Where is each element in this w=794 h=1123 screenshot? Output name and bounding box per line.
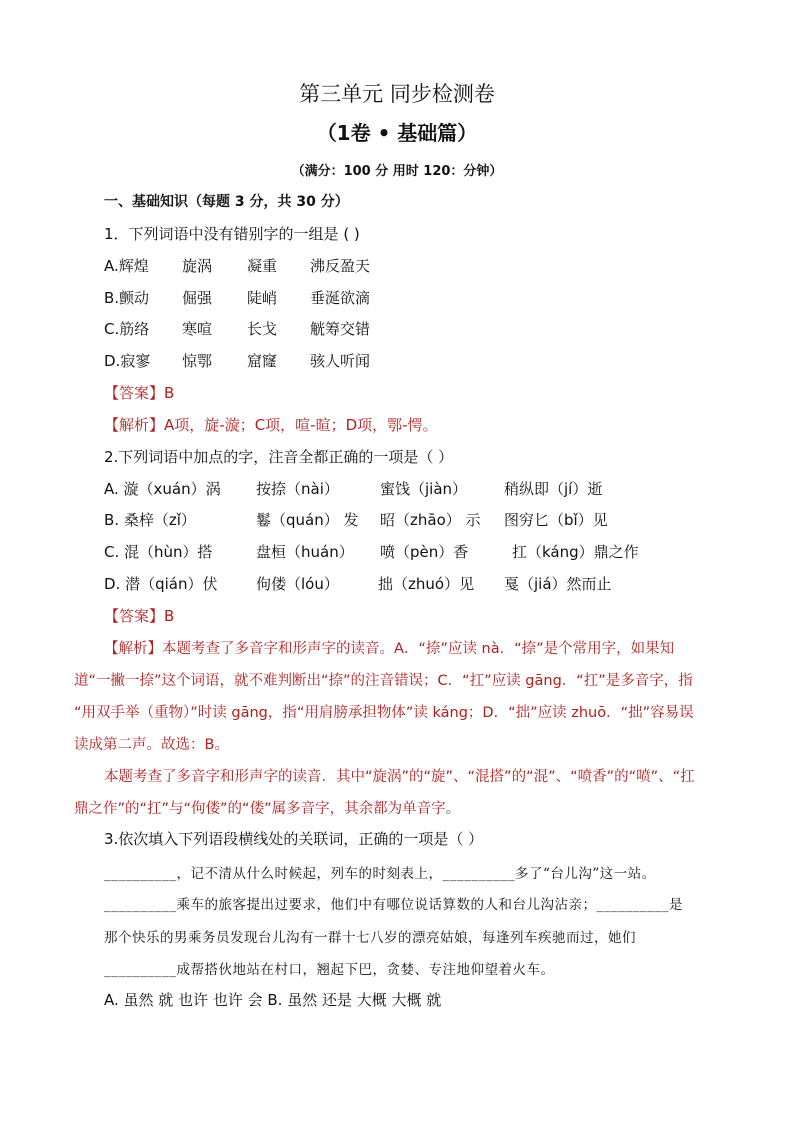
q1-option-c-word2: 寒喧 (182, 320, 213, 338)
q2-option-b-item3: 昭（zhāo） 示 (380, 511, 481, 529)
q2-option-a-item3: 蜜饯（jiàn） (380, 480, 468, 498)
q2-option-c-item3: 喷（pèn）香 (380, 543, 469, 561)
q2-option-d-item1: D. 潜（qián）伏 (104, 575, 218, 593)
q2-option-a-item2: 按捺（nài） (256, 480, 339, 498)
q2-option-d-item3: 拙（zhuó）见 (378, 575, 475, 593)
q2-option-c-item2: 盘桓（huán） (256, 543, 354, 561)
q1-option-b-word4: 垂涎欲滴 (310, 289, 371, 307)
question-2-analysis-line-4: 读成第二声。故选：B。 (74, 737, 229, 753)
q2-option-b-item4: 图穷匕（bǐ）见 (504, 511, 608, 529)
q1-option-c-word3: 长戈 (247, 320, 278, 338)
q2-option-c-item4: 扛（káng）鼎之作 (512, 543, 639, 561)
question-1-answer: 【答案】B (104, 384, 175, 402)
q1-option-a-word4: 沸反盈天 (310, 257, 371, 275)
question-1-stem: 1．下列词语中没有错别字的一组是 ( ) (104, 225, 360, 243)
analysis-text: A项，旋-漩；C项，喧-暄；D项，鄂-愕。 (164, 416, 438, 434)
q2-option-d-item4: 戛（jiá）然而止 (504, 575, 612, 593)
question-3-options: A. 虽然 就 也许 也许 会 B. 虽然 还是 大概 大概 就 (104, 991, 442, 1009)
question-3-passage-line-3: 那个快乐的男乘务员发现台儿沟有一群十七八岁的漂亮姑娘，每逢列车疾驰而过，她们 (104, 930, 636, 946)
q1-option-c-word1: C.筋络 (104, 320, 150, 338)
question-2-extra-line-1: 本题考查了多音字和形声字的读音．其中“旋涡”的“旋”、“混搭”的“混”、“喷香”的“喷”、“扛 (104, 769, 695, 785)
q1-option-d-word4: 骇人听闻 (310, 352, 371, 370)
question-3-passage-line-4: __________成帮搭伙地站在村口，翘起下巴，贪婪、专注地仰望着火车。 (104, 962, 555, 978)
question-2-analysis-line-3: “用双手举（重物）”时读 gāng，指“用肩膀承担物体”读 káng；D．“拙”应读 zhuō．“拙”容易误 (74, 705, 694, 721)
question-2-answer: 【答案】B (104, 607, 175, 625)
q1-option-b-word3: 陡峭 (247, 289, 278, 307)
question-3-passage-line-1: __________，记不清从什么时候起，列车的时刻表上，__________多了“台儿沟”这一站。 (104, 866, 656, 882)
q2-option-c-item1: C. 混（hùn）搭 (104, 543, 213, 561)
q2-option-b-item1: B. 桑梓（zǐ） (104, 511, 196, 529)
page-subtitle: （1卷 • 基础篇） (316, 121, 478, 145)
section-heading: 一、基础知识（每题 3 分，共 30 分） (104, 194, 349, 210)
analysis-text: 本题考查了多音字和形声字的读音。A．“捺”应读 nà．“捺”是个常用字，如果知 (162, 641, 675, 657)
question-2-analysis-line-2: 道“一撇一捺”这个词语，就不难判断出“捺”的注音错误；C．“扛”应读 gāng．“扛”是多音字，指 (74, 673, 693, 689)
exam-meta: （满分：100 分 用时 120：分钟） (291, 164, 503, 179)
q1-option-d-word2: 惊鄂 (182, 352, 213, 370)
question-1-analysis (104, 414, 438, 435)
question-3-stem: 3.依次填入下列语段横线处的关联词，正确的一项是（ ） (104, 830, 484, 848)
q1-option-d-word1: D.寂寥 (104, 352, 151, 370)
question-2-stem: 2.下列词语中加点的字，注音全都正确的一项是（ ） (104, 448, 454, 466)
q1-option-d-word3: 窟窿 (247, 352, 278, 370)
q2-option-b-item2: 鬈（quán） 发 (256, 511, 359, 529)
q1-option-c-word4: 觥筹交错 (310, 320, 371, 338)
q1-option-a-word3: 凝重 (247, 257, 278, 275)
q2-option-a-item4: 稍纵即（jí）逝 (504, 480, 603, 498)
page-title: 第三单元 同步检测卷 (299, 82, 495, 106)
q2-option-d-item2: 佝偻（lóu） (256, 575, 339, 593)
question-2-analysis-line-1 (104, 637, 674, 658)
q1-option-b-word2: 倔强 (182, 289, 213, 307)
question-2-extra-line-2: 鼎之作”的“扛”与“佝偻”的“偻”属多音字，其余都为单音字。 (74, 801, 461, 817)
q1-option-b-word1: B.颤动 (104, 289, 150, 307)
q2-option-a-item1: A. 漩（xuán）涡 (104, 480, 221, 498)
q1-option-a-word1: A.辉煌 (104, 257, 149, 275)
question-3-passage-line-2: __________乘车的旅客提出过要求，他们中有哪位说话算数的人和台儿沟沾亲；__________是 (104, 897, 683, 913)
analysis-label: 【解析】 (104, 416, 165, 434)
analysis-label: 【解析】 (104, 641, 162, 657)
q1-option-a-word2: 旋涡 (182, 257, 213, 275)
